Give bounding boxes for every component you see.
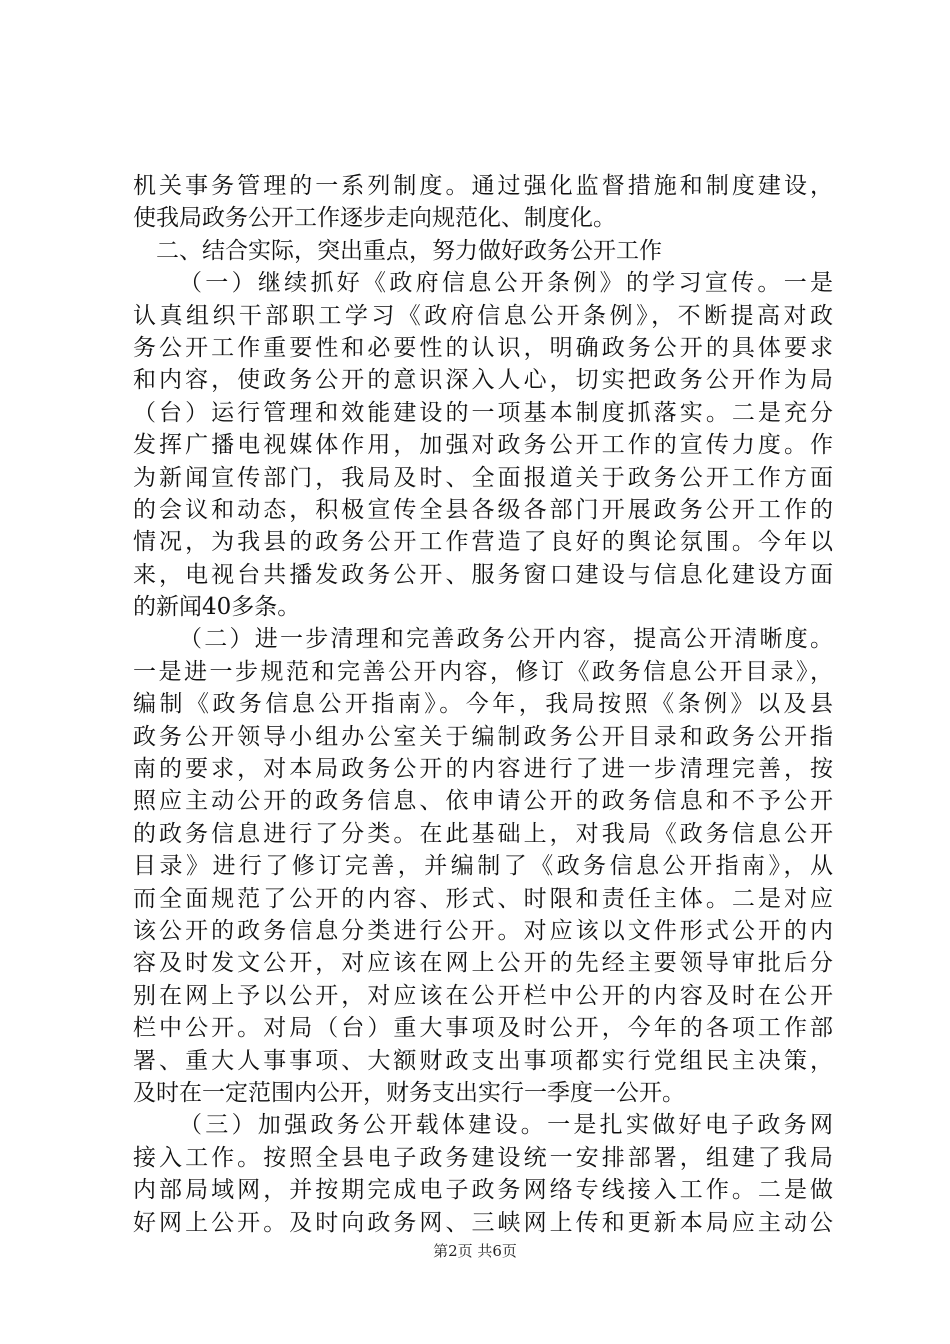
text-line: 目录》进行了修订完善，并编制了《政务信息公开指南》，从: [133, 853, 833, 880]
section-heading: 二、结合实际，突出重点，努力做好政务公开工作: [156, 237, 662, 264]
text-line: 一是进一步规范和完善公开内容，修订《政务信息公开目录》，: [133, 658, 833, 685]
text-line: 和内容，使政务公开的意识深入人心，切实把政务公开作为局: [133, 367, 833, 394]
text-line: 使我局政务公开工作逐步走向规范化、制度化。: [133, 205, 616, 232]
text-line: 该公开的政务信息分类进行公开。对应该以文件形式公开的内: [133, 917, 833, 944]
text-line: 内部局域网，并按期完成电子政务网络专线接入工作。二是做: [133, 1177, 833, 1204]
text-line: （三）加强政务公开载体建设。一是扎实做好电子政务网: [179, 1112, 833, 1139]
text-line: 接入工作。按照全县电子政务建设统一安排部署，组建了我局: [133, 1144, 833, 1171]
text-line: 认真组织干部职工学习《政府信息公开条例》，不断提高对政: [133, 302, 833, 329]
text-line: 照应主动公开的政务信息、依申请公开的政务信息和不予公开: [133, 788, 833, 815]
text-line: 情况，为我县的政务公开工作营造了良好的舆论氛围。今年以: [133, 529, 833, 556]
text-line: 政务公开领导小组办公室关于编制政务公开目录和政务公开指: [133, 723, 833, 750]
text-line: （台）运行管理和效能建设的一项基本制度抓落实。二是充分: [133, 399, 833, 426]
text-line: 栏中公开。对局（台）重大事项及时公开，今年的各项工作部: [133, 1015, 833, 1042]
text-line: 来，电视台共播发政务公开、服务窗口建设与信息化建设方面: [133, 561, 833, 588]
text-line: 好网上公开。及时向政务网、三峡网上传和更新本局应主动公: [133, 1209, 833, 1236]
text-line: （二）进一步清理和完善政务公开内容，提高公开清晰度。: [179, 626, 833, 653]
text-line: 容及时发文公开，对应该在网上公开的先经主要领导审批后分: [133, 950, 833, 977]
text-line: 的政务信息进行了分类。在此基础上，对我局《政务信息公开: [133, 820, 833, 847]
text-line: 别在网上予以公开，对应该在公开栏中公开的内容及时在公开: [133, 982, 833, 1009]
text-line: 务公开工作重要性和必要性的认识，明确政务公开的具体要求: [133, 334, 833, 361]
page-number-footer: 第2页 共6页: [433, 1242, 517, 1260]
text-line: 署、重大人事事项、大额财政支出事项都实行党组民主决策，: [133, 1047, 833, 1074]
document-body: [133, 170, 833, 1239]
text-line: 的会议和动态，积极宣传全县各级各部门开展政务公开工作的: [133, 496, 833, 523]
text-line: 而全面规范了公开的内容、形式、时限和责任主体。二是对应: [133, 885, 833, 912]
text-line: 编制《政务信息公开指南》。今年，我局按照《条例》以及县: [133, 691, 833, 718]
text-line: （一）继续抓好《政府信息公开条例》的学习宣传。一是: [179, 270, 833, 297]
text-line: 发挥广播电视媒体作用，加强对政务公开工作的宣传力度。作: [133, 432, 833, 459]
text-line: 南的要求，对本局政务公开的内容进行了进一步清理完善，按: [133, 756, 833, 783]
text-line: 及时在一定范围内公开，财务支出实行一季度一公开。: [133, 1079, 685, 1106]
text-line: 为新闻宣传部门，我局及时、全面报道关于政务公开工作方面: [133, 464, 833, 491]
text-line: 机关事务管理的一系列制度。通过强化监督措施和制度建设，: [133, 173, 833, 199]
text-line: 的新闻40多条。: [133, 594, 301, 621]
